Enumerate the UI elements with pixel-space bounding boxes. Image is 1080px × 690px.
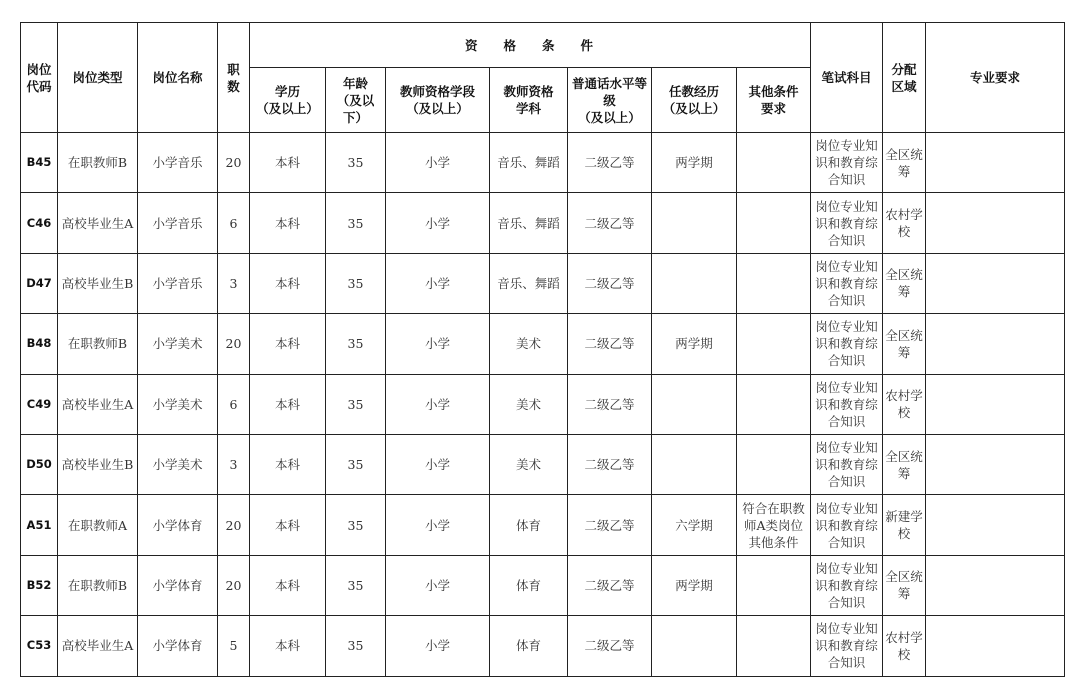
- cell-code: B52: [21, 555, 58, 615]
- cell-code: C46: [21, 193, 58, 253]
- cell-major: [926, 193, 1065, 253]
- cell-region: 全区统筹: [883, 253, 926, 313]
- header-cert-subject: 教师资格 学科: [490, 68, 568, 133]
- header-type: 岗位类型: [58, 23, 138, 133]
- cell-type: 在职教师A: [58, 495, 138, 555]
- cell-cert-stage: 小学: [386, 253, 490, 313]
- cell-cert-stage: 小学: [386, 133, 490, 193]
- cell-region: 农村学校: [883, 374, 926, 434]
- cell-name: 小学音乐: [138, 253, 218, 313]
- cell-major: [926, 314, 1065, 374]
- table-row: [21, 133, 1065, 193]
- header-mandarin: 普通话水平等 级 （及以上）: [568, 68, 652, 133]
- cell-cert-subject: 体育: [490, 616, 568, 676]
- cell-education: 本科: [250, 314, 326, 374]
- cell-cert-stage: 小学: [386, 495, 490, 555]
- header-other: 其他条件 要求: [737, 68, 811, 133]
- table-body: [21, 133, 1065, 677]
- cell-code: D47: [21, 253, 58, 313]
- cell-name: 小学音乐: [138, 133, 218, 193]
- cell-other: 符合在职教师A类岗位其他条件: [737, 495, 811, 555]
- cell-age: 35: [326, 374, 386, 434]
- cell-cert-stage: 小学: [386, 314, 490, 374]
- cell-count: 20: [218, 314, 250, 374]
- cell-type: 高校毕业生A: [58, 616, 138, 676]
- cell-region: 农村学校: [883, 616, 926, 676]
- table-row: [21, 193, 1065, 253]
- cell-major: [926, 616, 1065, 676]
- cell-other: [737, 616, 811, 676]
- table-row: [21, 616, 1065, 676]
- cell-region: 全区统筹: [883, 314, 926, 374]
- cell-mandarin: 二级乙等: [568, 495, 652, 555]
- cell-region: 新建学校: [883, 495, 926, 555]
- cell-mandarin: 二级乙等: [568, 253, 652, 313]
- cell-education: 本科: [250, 434, 326, 494]
- table-header: [21, 23, 1065, 133]
- cell-type: 高校毕业生B: [58, 434, 138, 494]
- cell-major: [926, 253, 1065, 313]
- cell-education: 本科: [250, 133, 326, 193]
- cell-cert-stage: 小学: [386, 555, 490, 615]
- header-exam: 笔试科目: [811, 23, 883, 133]
- cell-mandarin: 二级乙等: [568, 314, 652, 374]
- recruitment-table: [20, 22, 1065, 677]
- cell-cert-subject: 音乐、舞蹈: [490, 133, 568, 193]
- cell-type: 在职教师B: [58, 555, 138, 615]
- cell-cert-stage: 小学: [386, 616, 490, 676]
- cell-code: B45: [21, 133, 58, 193]
- cell-experience: [652, 374, 737, 434]
- cell-exam: 岗位专业知识和教育综合知识: [811, 434, 883, 494]
- cell-count: 20: [218, 133, 250, 193]
- cell-age: 35: [326, 495, 386, 555]
- cell-name: 小学美术: [138, 374, 218, 434]
- cell-other: [737, 133, 811, 193]
- cell-exam: 岗位专业知识和教育综合知识: [811, 193, 883, 253]
- cell-age: 35: [326, 314, 386, 374]
- cell-cert-subject: 音乐、舞蹈: [490, 193, 568, 253]
- cell-mandarin: 二级乙等: [568, 434, 652, 494]
- cell-experience: [652, 434, 737, 494]
- cell-other: [737, 374, 811, 434]
- header-region: 分配 区域: [883, 23, 926, 133]
- cell-experience: 两学期: [652, 555, 737, 615]
- cell-mandarin: 二级乙等: [568, 193, 652, 253]
- cell-name: 小学美术: [138, 314, 218, 374]
- cell-education: 本科: [250, 374, 326, 434]
- cell-age: 35: [326, 133, 386, 193]
- header-major: 专业要求: [926, 23, 1065, 133]
- cell-region: 全区统筹: [883, 555, 926, 615]
- cell-exam: 岗位专业知识和教育综合知识: [811, 133, 883, 193]
- cell-code: C53: [21, 616, 58, 676]
- cell-count: 20: [218, 495, 250, 555]
- header-cert-stage: 教师资格学段 （及以上）: [386, 68, 490, 133]
- cell-cert-subject: 体育: [490, 555, 568, 615]
- cell-count: 5: [218, 616, 250, 676]
- cell-experience: [652, 253, 737, 313]
- table-row: [21, 434, 1065, 494]
- cell-count: 6: [218, 193, 250, 253]
- cell-code: B48: [21, 314, 58, 374]
- table-row: [21, 374, 1065, 434]
- cell-cert-subject: 体育: [490, 495, 568, 555]
- cell-age: 35: [326, 193, 386, 253]
- table-row: [21, 253, 1065, 313]
- header-count: 职 数: [218, 23, 250, 133]
- cell-age: 35: [326, 253, 386, 313]
- cell-cert-subject: 美术: [490, 434, 568, 494]
- cell-count: 3: [218, 434, 250, 494]
- header-age: 年龄 （及以下）: [326, 68, 386, 133]
- cell-education: 本科: [250, 495, 326, 555]
- cell-experience: 两学期: [652, 314, 737, 374]
- table-row: [21, 555, 1065, 615]
- cell-cert-stage: 小学: [386, 434, 490, 494]
- cell-education: 本科: [250, 193, 326, 253]
- cell-exam: 岗位专业知识和教育综合知识: [811, 314, 883, 374]
- cell-experience: [652, 616, 737, 676]
- cell-age: 35: [326, 616, 386, 676]
- cell-other: [737, 193, 811, 253]
- cell-cert-subject: 美术: [490, 314, 568, 374]
- cell-region: 全区统筹: [883, 133, 926, 193]
- cell-age: 35: [326, 434, 386, 494]
- cell-type: 高校毕业生B: [58, 253, 138, 313]
- cell-name: 小学体育: [138, 495, 218, 555]
- cell-mandarin: 二级乙等: [568, 374, 652, 434]
- cell-count: 6: [218, 374, 250, 434]
- cell-cert-stage: 小学: [386, 374, 490, 434]
- cell-code: D50: [21, 434, 58, 494]
- header-code: 岗位 代码: [21, 23, 58, 133]
- cell-name: 小学体育: [138, 555, 218, 615]
- header-education: 学历 （及以上）: [250, 68, 326, 133]
- cell-age: 35: [326, 555, 386, 615]
- table-row: [21, 314, 1065, 374]
- cell-experience: [652, 193, 737, 253]
- cell-exam: 岗位专业知识和教育综合知识: [811, 616, 883, 676]
- cell-cert-stage: 小学: [386, 193, 490, 253]
- cell-type: 高校毕业生A: [58, 374, 138, 434]
- cell-other: [737, 314, 811, 374]
- cell-cert-subject: 音乐、舞蹈: [490, 253, 568, 313]
- cell-code: C49: [21, 374, 58, 434]
- cell-major: [926, 555, 1065, 615]
- cell-major: [926, 374, 1065, 434]
- cell-education: 本科: [250, 555, 326, 615]
- cell-major: [926, 495, 1065, 555]
- cell-other: [737, 434, 811, 494]
- cell-region: 农村学校: [883, 193, 926, 253]
- cell-experience: 两学期: [652, 133, 737, 193]
- cell-region: 全区统筹: [883, 434, 926, 494]
- cell-exam: 岗位专业知识和教育综合知识: [811, 374, 883, 434]
- cell-other: [737, 555, 811, 615]
- cell-mandarin: 二级乙等: [568, 555, 652, 615]
- cell-education: 本科: [250, 253, 326, 313]
- cell-cert-subject: 美术: [490, 374, 568, 434]
- cell-type: 高校毕业生A: [58, 193, 138, 253]
- cell-education: 本科: [250, 616, 326, 676]
- header-name: 岗位名称: [138, 23, 218, 133]
- table-row: [21, 495, 1065, 555]
- cell-count: 3: [218, 253, 250, 313]
- cell-exam: 岗位专业知识和教育综合知识: [811, 555, 883, 615]
- cell-major: [926, 434, 1065, 494]
- cell-name: 小学美术: [138, 434, 218, 494]
- cell-major: [926, 133, 1065, 193]
- cell-mandarin: 二级乙等: [568, 133, 652, 193]
- cell-type: 在职教师B: [58, 133, 138, 193]
- cell-experience: 六学期: [652, 495, 737, 555]
- cell-name: 小学体育: [138, 616, 218, 676]
- cell-code: A51: [21, 495, 58, 555]
- cell-type: 在职教师B: [58, 314, 138, 374]
- cell-name: 小学音乐: [138, 193, 218, 253]
- cell-mandarin: 二级乙等: [568, 616, 652, 676]
- cell-other: [737, 253, 811, 313]
- cell-exam: 岗位专业知识和教育综合知识: [811, 253, 883, 313]
- cell-exam: 岗位专业知识和教育综合知识: [811, 495, 883, 555]
- header-qualifications: 资格条件: [250, 23, 811, 68]
- header-experience: 任教经历 （及以上）: [652, 68, 737, 133]
- cell-count: 20: [218, 555, 250, 615]
